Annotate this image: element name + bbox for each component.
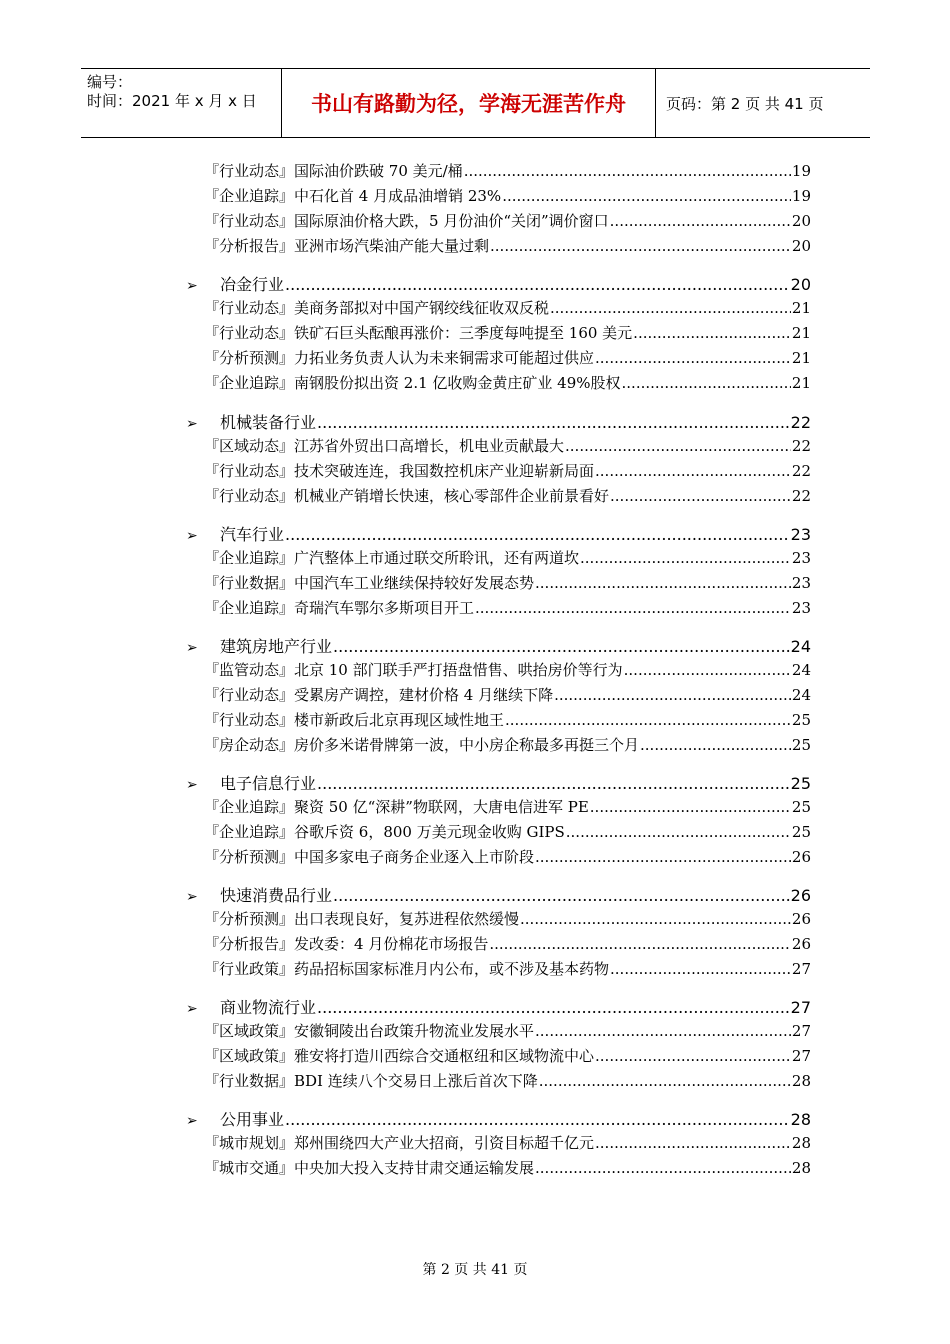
toc-entry-title: 『企业追踪』聚资 50 亿“深耕”物联网，大唐电信进军 PE — [204, 798, 589, 816]
dot-leader — [475, 599, 791, 617]
toc-entry-title: 『企业追踪』南钢股份拟出资 2.1 亿收购金黄庄矿业 49%股权 — [204, 374, 621, 392]
toc-entry-title: 冶金行业 — [220, 275, 285, 294]
toc-entry-title: 『分析预测』力拓业务负责人认为未来铜需求可能超过供应 — [204, 349, 595, 367]
toc-entry[interactable] — [204, 322, 811, 344]
dot-leader — [333, 886, 790, 905]
toc-entry[interactable] — [204, 1157, 811, 1179]
toc-page-number: 26 — [791, 910, 811, 928]
toc-page-number: 21 — [791, 374, 811, 392]
toc-entry-title: 『城市规划』郑州围绕四大产业大招商，引资目标超千亿元 — [204, 1134, 595, 1152]
toc-page-number: 22 — [791, 462, 811, 480]
toc-entry[interactable] — [204, 547, 811, 569]
dot-leader — [317, 413, 790, 432]
toc-entry-title: 『企业追踪』谷歌斥资 6，800 万美元现金收购 GIPS — [204, 823, 565, 841]
dot-leader — [610, 487, 791, 505]
toc-page-number: 21 — [791, 349, 811, 367]
dot-leader — [633, 324, 791, 342]
arrow-bullet-icon: ➢ — [186, 278, 198, 294]
toc-entry-title: 『行业动态』国际原油价格大跌，5 月份油价“关闭”调价窗口 — [204, 212, 609, 230]
toc-page-number: 23 — [791, 549, 811, 567]
toc-page-number: 27 — [790, 998, 811, 1017]
dot-leader — [640, 736, 791, 754]
header-page-info: 页码：第 2 页 共 41 页 — [666, 94, 824, 113]
toc-entry-title: 机械装备行业 — [220, 413, 317, 432]
toc-entry-title: 『行业动态』技术突破连连，我国数控机床产业迎崭新局面 — [204, 462, 595, 480]
dot-leader — [565, 437, 791, 455]
toc-entry-title: 『行业动态』国际油价跌破 70 美元/桶 — [204, 162, 463, 180]
dot-leader — [580, 549, 791, 567]
dot-leader — [285, 1110, 790, 1129]
toc-entry[interactable] — [204, 597, 811, 619]
toc-section-entry[interactable] — [186, 634, 811, 658]
toc-entry-title: 『分析报告』发改委：4 月份棉花市场报告 — [204, 935, 489, 953]
toc-page-number: 28 — [790, 1110, 811, 1129]
toc-entry-title: 『行业动态』铁矿石巨头酝酿再涨价：三季度每吨提至 160 美元 — [204, 324, 633, 342]
dot-leader — [489, 935, 791, 953]
toc-entry[interactable] — [204, 235, 811, 257]
toc-page-number: 22 — [790, 413, 811, 432]
toc-entry[interactable] — [204, 1045, 811, 1067]
toc-entry[interactable] — [204, 908, 811, 930]
toc-entry[interactable] — [204, 160, 811, 182]
toc-entry-title: 汽车行业 — [220, 525, 285, 544]
toc-page-number: 27 — [791, 1047, 811, 1065]
dot-leader — [333, 637, 790, 656]
dot-leader — [535, 1159, 791, 1177]
dot-leader — [464, 162, 791, 180]
toc-entry-title: 建筑房地产行业 — [220, 637, 333, 656]
toc-entry[interactable] — [204, 210, 811, 232]
toc-page-number: 22 — [791, 487, 811, 505]
document-number-label: 编号： — [87, 73, 133, 91]
toc-page-number: 19 — [791, 187, 811, 205]
toc-entry[interactable] — [204, 709, 811, 731]
toc-page-number: 28 — [791, 1159, 811, 1177]
toc-entry[interactable] — [204, 734, 811, 756]
toc-entry-title: 『城市交通』中央加大投入支持甘肃交通运输发展 — [204, 1159, 535, 1177]
toc-section-entry[interactable] — [186, 771, 811, 795]
arrow-bullet-icon: ➢ — [186, 777, 198, 793]
toc-entry[interactable] — [204, 460, 811, 482]
toc-page-number: 21 — [791, 299, 811, 317]
toc-entry[interactable] — [204, 347, 811, 369]
toc-page-number: 20 — [790, 275, 811, 294]
toc-page-number: 25 — [791, 823, 811, 841]
toc-entry-title: 『行业动态』美商务部拟对中国产钢绞线征收双反税 — [204, 299, 550, 317]
dot-leader — [502, 187, 791, 205]
toc-entry-title: 『企业追踪』中石化首 4 月成品油增销 23% — [204, 187, 502, 205]
toc-page-number: 25 — [791, 711, 811, 729]
page-header — [81, 68, 870, 138]
arrow-bullet-icon: ➢ — [186, 640, 198, 656]
dot-leader — [550, 299, 791, 317]
toc-entry-title: 『区域政策』安徽铜陵出台政策升物流业发展水平 — [204, 1022, 535, 1040]
dot-leader — [317, 774, 790, 793]
toc-page-number: 23 — [791, 574, 811, 592]
dot-leader — [535, 1022, 791, 1040]
dot-leader — [624, 661, 791, 679]
toc-entry[interactable] — [204, 933, 811, 955]
toc-page-number: 23 — [791, 599, 811, 617]
toc-page-number: 28 — [791, 1072, 811, 1090]
dot-leader — [539, 1072, 791, 1090]
toc-entry-title: 『区域政策』雅安将打造川西综合交通枢纽和区域物流中心 — [204, 1047, 595, 1065]
dot-leader — [566, 823, 791, 841]
toc-entry[interactable] — [204, 821, 811, 843]
toc-entry-title: 『行业政策』药品招标国家标准月内公布，或不涉及基本药物 — [204, 960, 610, 978]
toc-entry-title: 『企业追踪』奇瑞汽车鄂尔多斯项目开工 — [204, 599, 475, 617]
toc-entry-title: 『行业数据』BDI 连续八个交易日上涨后首次下降 — [204, 1072, 538, 1090]
dot-leader — [595, 1134, 791, 1152]
toc-page-number: 25 — [791, 798, 811, 816]
toc-entry[interactable] — [204, 1020, 811, 1042]
arrow-bullet-icon: ➢ — [186, 416, 198, 432]
toc-entry[interactable] — [204, 572, 811, 594]
toc-entry-title: 『行业动态』楼市新政后北京再现区域性地王 — [204, 711, 505, 729]
toc-entry[interactable] — [204, 435, 811, 457]
toc-entry-title: 『区域动态』江苏省外贸出口高增长，机电业贡献最大 — [204, 437, 565, 455]
toc-page-number: 28 — [791, 1134, 811, 1152]
toc-entry[interactable] — [204, 185, 811, 207]
dot-leader — [535, 574, 791, 592]
toc-entry[interactable] — [204, 846, 811, 868]
toc-entry-title: 『房企动态』房价多米诺骨牌第一波，中小房企称最多再挺三个月 — [204, 736, 640, 754]
toc-section-entry[interactable] — [186, 272, 811, 296]
dot-leader — [590, 798, 791, 816]
toc-entry-title: 『企业追踪』广汽整体上市通过联交所聆讯，还有两道坎 — [204, 549, 580, 567]
toc-page-number: 25 — [790, 774, 811, 793]
document-date: 时间：2021 年 x 月 x 日 — [87, 92, 257, 110]
toc-entry[interactable] — [204, 485, 811, 507]
header-motto: 书山有路勤为径，学海无涯苦作舟 — [281, 69, 656, 137]
toc-page-number: 19 — [791, 162, 811, 180]
toc-entry-title: 公用事业 — [220, 1110, 285, 1129]
dot-leader — [595, 1047, 791, 1065]
toc-entry-title: 『行业动态』机械业产销增长快速，核心零部件企业前景看好 — [204, 487, 610, 505]
toc-entry[interactable] — [204, 796, 811, 818]
toc-page-number: 21 — [791, 324, 811, 342]
toc-page-number: 26 — [790, 886, 811, 905]
toc-page-number: 24 — [791, 686, 811, 704]
toc-section-entry[interactable] — [186, 410, 811, 434]
page-footer: 第 2 页 共 41 页 — [422, 1262, 528, 1278]
dot-leader — [285, 525, 790, 544]
toc-entry-title: 『分析报告』亚洲市场汽柴油产能大量过剩 — [204, 237, 490, 255]
toc-entry[interactable] — [204, 297, 811, 319]
toc-page-number: 26 — [791, 935, 811, 953]
toc-entry-title: 快速消费品行业 — [220, 886, 333, 905]
dot-leader — [505, 711, 791, 729]
dot-leader — [520, 910, 791, 928]
dot-leader — [610, 960, 791, 978]
dot-leader — [285, 275, 790, 294]
toc-entry[interactable] — [204, 372, 811, 394]
dot-leader — [595, 462, 791, 480]
header-meta — [81, 69, 281, 137]
toc-entry[interactable] — [204, 1132, 811, 1154]
arrow-bullet-icon: ➢ — [186, 528, 198, 544]
toc-page-number: 25 — [791, 736, 811, 754]
dot-leader — [554, 686, 791, 704]
toc-page-number: 23 — [790, 525, 811, 544]
dot-leader — [622, 374, 791, 392]
toc-entry-title: 商业物流行业 — [220, 998, 317, 1017]
arrow-bullet-icon: ➢ — [186, 1113, 198, 1129]
toc-entry-title: 『行业数据』中国汽车工业继续保持较好发展态势 — [204, 574, 535, 592]
dot-leader — [317, 998, 790, 1017]
toc-page-number: 20 — [791, 237, 811, 255]
toc-section-entry[interactable] — [186, 522, 811, 546]
dot-leader — [535, 848, 791, 866]
toc-section-entry[interactable] — [186, 1107, 811, 1131]
toc-page-number: 22 — [791, 437, 811, 455]
arrow-bullet-icon: ➢ — [186, 1001, 198, 1017]
toc-entry[interactable] — [204, 684, 811, 706]
toc-entry[interactable] — [204, 1070, 811, 1092]
toc-entry-title: 『监管动态』北京 10 部门联手严打捂盘惜售、哄抬房价等行为 — [204, 661, 623, 679]
toc-entry-title: 『行业动态』受累房产调控，建材价格 4 月继续下降 — [204, 686, 554, 704]
toc-page-number: 27 — [791, 1022, 811, 1040]
dot-leader — [610, 212, 791, 230]
toc-page-number: 24 — [791, 661, 811, 679]
toc-page-number: 27 — [791, 960, 811, 978]
toc-page-number: 26 — [791, 848, 811, 866]
toc-entry[interactable] — [204, 659, 811, 681]
dot-leader — [595, 349, 791, 367]
toc-entry-title: 『分析预测』中国多家电子商务企业逐入上市阶段 — [204, 848, 535, 866]
toc-entry-title: 电子信息行业 — [220, 774, 317, 793]
toc-page-number: 20 — [791, 212, 811, 230]
toc-section-entry[interactable] — [186, 883, 811, 907]
arrow-bullet-icon: ➢ — [186, 889, 198, 905]
toc-entry-title: 『分析预测』出口表现良好，复苏进程依然缓慢 — [204, 910, 520, 928]
toc-section-entry[interactable] — [186, 995, 811, 1019]
toc-page-number: 24 — [790, 637, 811, 656]
dot-leader — [490, 237, 791, 255]
toc-entry[interactable] — [204, 958, 811, 980]
